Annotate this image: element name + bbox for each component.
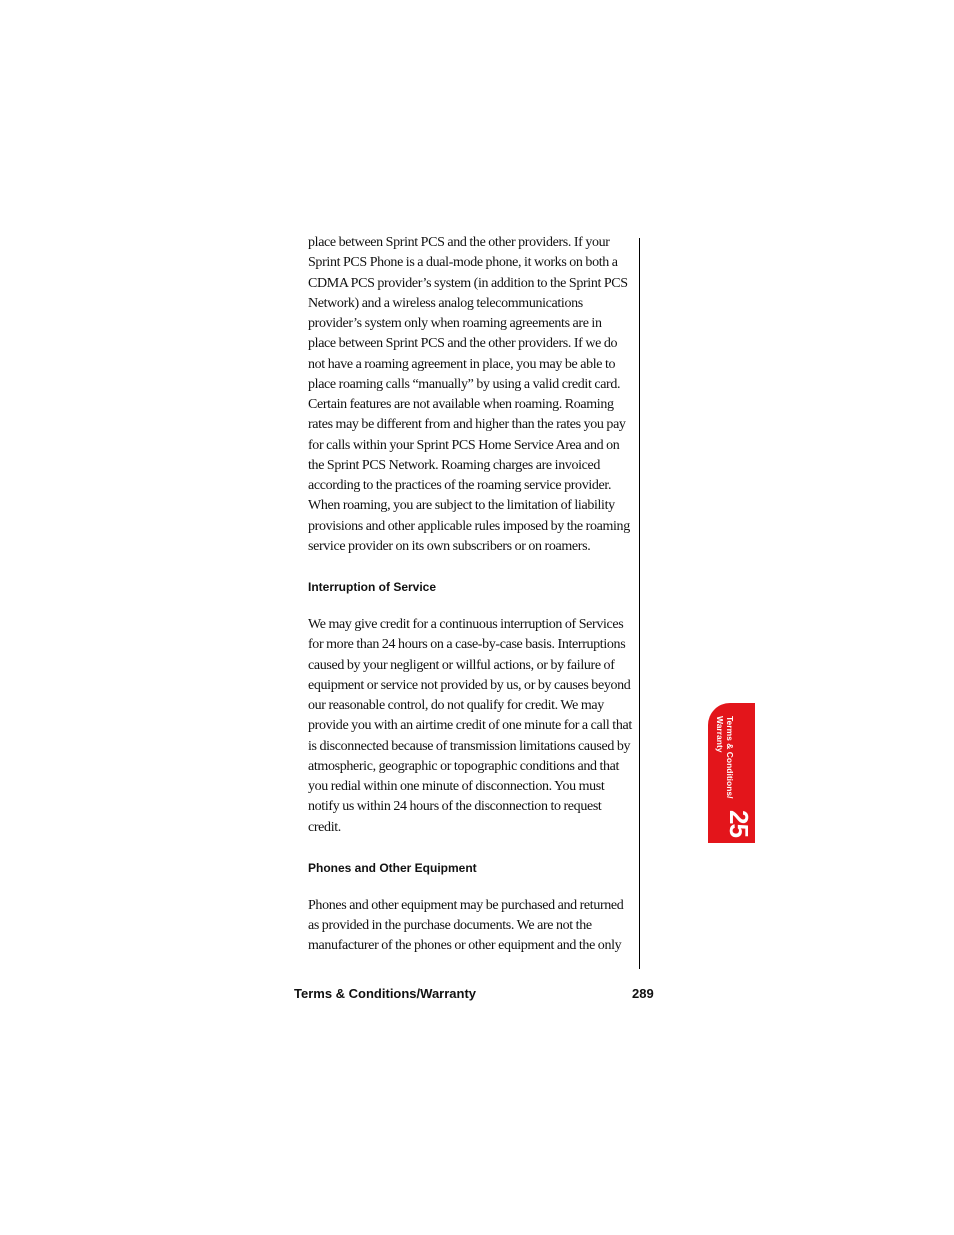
chapter-tab-number: 25	[724, 810, 754, 837]
chapter-tab-label-line-2: Warranty	[715, 716, 725, 753]
chapter-tab-label	[715, 716, 735, 799]
footer-section-title: Terms & Conditions/Warranty	[294, 986, 477, 1001]
main-text-column	[308, 233, 632, 957]
section-heading-phones: Phones and Other Equipment	[308, 860, 477, 875]
chapter-tab-label-line-1: Terms & Conditions/	[725, 716, 735, 799]
body-paragraph-phones: Phones and other equipment may be purchased and returned as provided in the purchase documents. We are not the manufacturer of the phones or other equipment and the only	[308, 897, 624, 954]
column-divider-rule	[639, 238, 640, 969]
body-paragraph-interruption: We may give credit for a continuous interruption of Services for more than 24 hours on a case-by-case basis. Interruptions caused by your negligent or willful actions, or by failure of equipment or service not provided by us, or by causes beyond our reasonable control, do not qualify for credit. We may provide you with an airtime credit of one minute for a call that is disconnected because of transmission limitations caused by atmospheric, geographic or topographic conditions and that you redial within one minute of disconnection. You must notify us within 24 hours of the disconnection to request credit.	[308, 617, 632, 835]
footer-page-number: 289	[632, 986, 654, 1001]
section-heading-interruption: Interruption of Service	[308, 580, 437, 594]
body-paragraph-roaming: place between Sprint PCS and the other providers. If your Sprint PCS Phone is a dual-mode phone, it works on both a CDMA PCS provider’s system (in addition to the Sprint PCS Network) and a wireless analog telecommunications provider’s system only when roaming agreements are in place between Sprint PCS and the other providers. If we do not have a roaming agreement in place, you may be able to place roaming calls “manually” by using a valid credit card. Certain features are not available when roaming. Roaming rates may be different from and higher than the rates you pay for calls within your Sprint PCS Home Service Area and on the Sprint PCS Network. Roaming charges are invoiced according to the practices of the roaming service provider. When roaming, you are subject to the limitation of liability provisions and other applicable rules imposed by the roaming service provider on its own subscribers or on roamers.	[308, 235, 630, 554]
